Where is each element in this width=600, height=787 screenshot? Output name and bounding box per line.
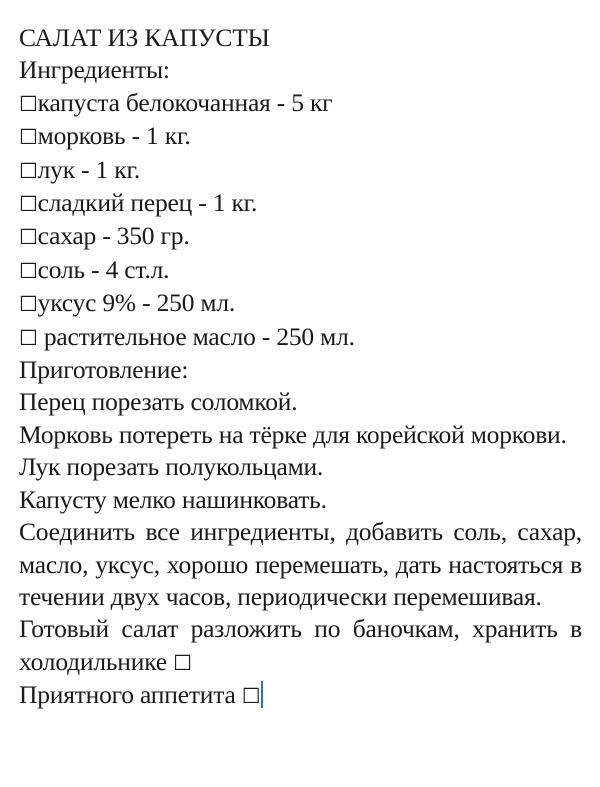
checkbox-icon: ☐ xyxy=(19,258,38,283)
preparation-heading: Приготовление: xyxy=(19,355,189,385)
checkbox-icon: ☐ xyxy=(19,158,38,183)
preparation-step: Перец порезать соломкой. xyxy=(19,387,298,417)
checkbox-icon: ☐ xyxy=(19,125,38,150)
preparation-step: Соединить все ингредиенты, добавить соль, сахар, масло, уксус, хорошо перемешать, дать настояться в течении двух часов, периодически перемешивая. xyxy=(19,517,582,611)
checkbox-icon: ☐ xyxy=(173,650,192,675)
ingredient-item xyxy=(19,321,582,354)
ingredient-text: соль - 4 ст.л. xyxy=(37,254,170,284)
preparation-step: Морковь потереть на тёрке для корейской моркови. xyxy=(19,419,567,449)
ingredient-item xyxy=(19,220,582,253)
preparation-step: Лук порезать полукольцами. xyxy=(19,452,324,482)
checkbox-icon: ☐ xyxy=(19,91,38,116)
ingredient-text: лук - 1 кг. xyxy=(37,154,141,184)
storage-paragraph xyxy=(19,613,582,679)
checkbox-icon: ☐ xyxy=(19,225,38,250)
checkbox-icon: ☐ xyxy=(19,192,38,217)
recipe-title: САЛАТ ИЗ КАПУСТЫ xyxy=(19,23,270,52)
ingredients-heading: Ингредиенты: xyxy=(19,55,170,85)
storage-text: Готовый салат разложить по баночкам, хранить в холодильнике xyxy=(19,614,582,676)
text-cursor xyxy=(261,681,263,708)
ingredient-text: растительное масло - 250 мл. xyxy=(43,321,355,351)
ingredient-item xyxy=(19,287,582,320)
ingredient-text: морковь - 1 кг. xyxy=(37,121,191,151)
closing-text: Приятного аппетита xyxy=(19,680,236,710)
closing-paragraph xyxy=(19,679,582,712)
ingredient-item xyxy=(19,254,582,287)
document-body[interactable] xyxy=(19,22,582,713)
checkbox-icon: ☐ xyxy=(241,684,261,709)
ingredient-text: уксус 9% - 250 мл. xyxy=(37,288,236,318)
checkbox-icon: ☐ xyxy=(19,292,38,317)
ingredient-item xyxy=(19,120,582,153)
ingredient-item xyxy=(19,87,582,120)
ingredient-text: капуста белокочанная - 5 кг xyxy=(37,87,333,117)
ingredient-text: сладкий перец - 1 кг. xyxy=(37,188,258,218)
ingredient-text: сахар - 350 гр. xyxy=(37,221,190,251)
preparation-step: Капусту мелко нашинковать. xyxy=(19,484,327,514)
checkbox-icon: ☐ xyxy=(19,325,38,350)
ingredient-item xyxy=(19,187,582,220)
ingredient-item xyxy=(19,154,582,187)
